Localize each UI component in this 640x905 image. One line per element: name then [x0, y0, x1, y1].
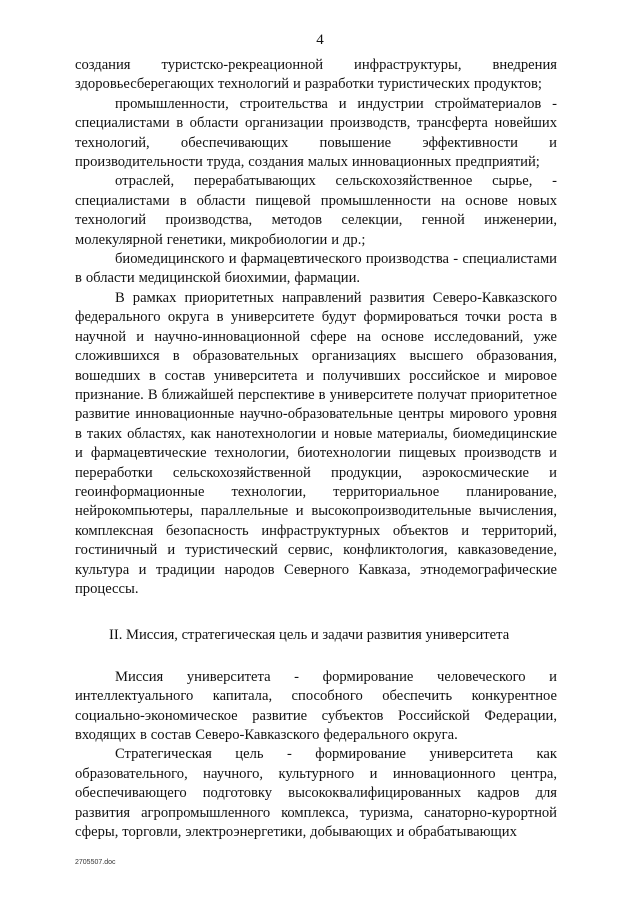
paragraph: отраслей, перерабатывающих сельскохозяйственное сырье, - специалистами в области пищевой промышленности на основе новых технологий производства, методов селекции, генной инженерии, молекулярной генетики, микробиологии и др.; [75, 173, 557, 248]
paragraph: биомедицинского и фармацевтического производства - специалистами в области медицинской биохимии, фармации. [75, 251, 557, 287]
paragraph: Стратегическая цель - формирование университета как образовательного, научного, культурного и инновационного центра, обеспечивающего подготовку высококвалифицированных кадров для развития агропромышленного комплекса, туризма, санаторно-курортной сферы, торговли, электроэнергетики, добывающих и обрабатывающих [75, 746, 557, 841]
paragraph: промышленности, строительства и индустрии стройматериалов - специалистами в области организации производств, трансферта новейших технологий, обеспечивающих повышение эффективности и производительности труда, создания малых инновационных предприятий; [75, 95, 557, 171]
section-heading: II. Миссия, стратегическая цель и задачи развития университета [109, 627, 510, 644]
document-body [75, 56, 557, 842]
paragraph: создания туристско-рекреационной инфраструктуры, внедрения здоровьесберегающих технологий и разработки туристических продуктов; [75, 57, 557, 93]
document-filename: 2705507.doc [75, 859, 116, 866]
paragraph: В рамках приоритетных направлений развития Северо-Кавказского федерального округа в университете будут формироваться точки роста в научной и научно-инновационной сфере на основе исследований, уже сложившихся в образовательных организациях высшего образования, вошедших в состав университета и получивших российское и мировое признание. В ближайшей перспективе в университете получат приоритетное развитие инновационные научно-образовательные центры мирового уровня в таких областях, как нанотехнологии и новые материалы, биомедицинские и фармацевтические технологии, биотехнологии пищевых производств и переработки сельскохозяйственной продукции, аэрокосмические и геоинформационные технологии, территориальное планирование, нейрокомпьютеры, параллельные и высокопроизводительные вычисления, комплексная безопасность инфраструктурных объектов и территорий, гостиничный и туристический сервис, конфликтология, кавказоведение, культура и традиции народов Северного Кавказа, этнодемографические процессы. [75, 289, 557, 597]
paragraph: Миссия университета - формирование человеческого и интеллектуального капитала, способного обеспечить конкурентное социально-экономическое развитие субъектов Российской Федерации, входящих в состав Северо-Кавказского федерального округа. [75, 668, 557, 743]
page-number: 4 [316, 32, 324, 48]
